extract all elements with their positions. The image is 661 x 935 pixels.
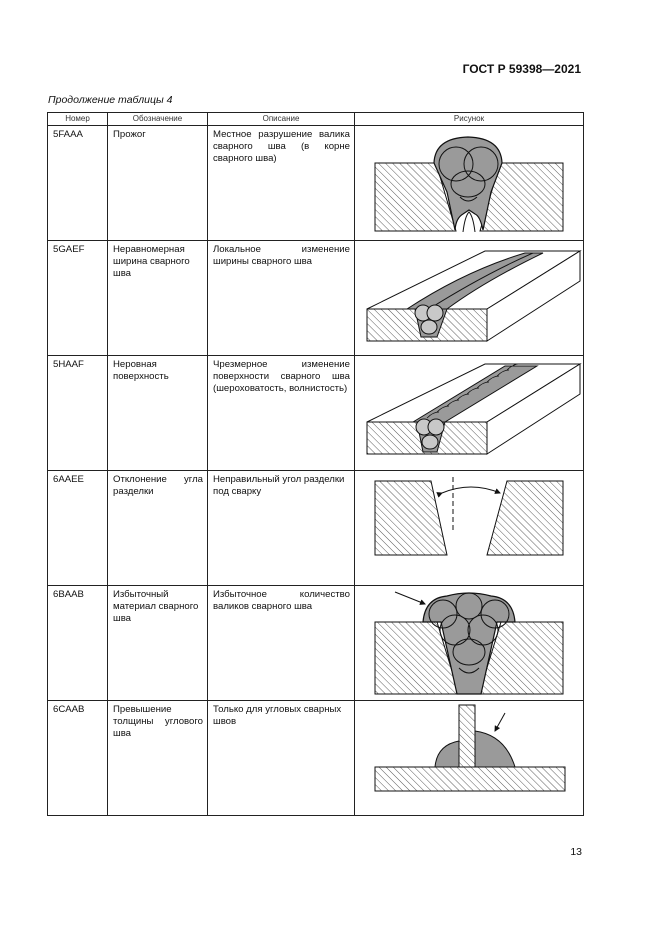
row-designation: Отклонение угла разделки xyxy=(108,471,208,586)
row-figure xyxy=(355,241,584,356)
column-header-number: Номер xyxy=(48,113,108,126)
column-header-description: Описание xyxy=(208,113,355,126)
row-description: Локальное изменение ширины сварного шва xyxy=(208,241,355,356)
table-row xyxy=(48,471,584,586)
burn-through-figure xyxy=(355,126,583,237)
row-description: Чрезмерное изменение поверхности сварного шва (шероховатость, волнистость) xyxy=(208,356,355,471)
table-continuation-caption: Продолжение таблицы 4 xyxy=(48,94,173,106)
row-description: Только для угловых сварных швов xyxy=(208,701,355,816)
defects-table xyxy=(47,112,584,816)
row-designation: Неровная поверхность xyxy=(108,356,208,471)
row-figure xyxy=(355,586,584,701)
table-row xyxy=(48,126,584,241)
row-designation: Неравномерная ширина сварного шва xyxy=(108,241,208,356)
row-description: Неправильный угол разделки под сварку xyxy=(208,471,355,586)
row-code: 6AAEE xyxy=(48,471,108,586)
row-figure xyxy=(355,701,584,816)
column-header-figure: Рисунок xyxy=(355,113,584,126)
row-figure xyxy=(355,471,584,586)
table-header-row xyxy=(48,113,584,126)
row-description: Избыточное количество валиков сварного шва xyxy=(208,586,355,701)
row-description: Местное разрушение валика сварного шва (в корне сварного шва) xyxy=(208,126,355,241)
fillet-excess-figure xyxy=(355,701,583,812)
row-code: 5GAEF xyxy=(48,241,108,356)
standard-designation: ГОСТ Р 59398—2021 xyxy=(462,62,581,76)
page-number: 13 xyxy=(570,846,582,858)
row-figure xyxy=(355,356,584,471)
row-figure xyxy=(355,126,584,241)
excess-metal-figure xyxy=(355,586,583,697)
table-row xyxy=(48,701,584,816)
rough-surface-figure xyxy=(355,356,583,467)
table-row xyxy=(48,241,584,356)
table-row xyxy=(48,586,584,701)
column-header-designation: Обозначение xyxy=(108,113,208,126)
row-code: 6CAAB xyxy=(48,701,108,816)
row-code: 5FAAA xyxy=(48,126,108,241)
row-code: 6BAAB xyxy=(48,586,108,701)
uneven-width-figure xyxy=(355,241,583,352)
groove-angle-figure xyxy=(355,471,583,582)
row-designation: Превышение толщины углового шва xyxy=(108,701,208,816)
table-row xyxy=(48,356,584,471)
row-designation: Прожог xyxy=(108,126,208,241)
row-code: 5HAAF xyxy=(48,356,108,471)
row-designation: Избыточный материал сварного шва xyxy=(108,586,208,701)
